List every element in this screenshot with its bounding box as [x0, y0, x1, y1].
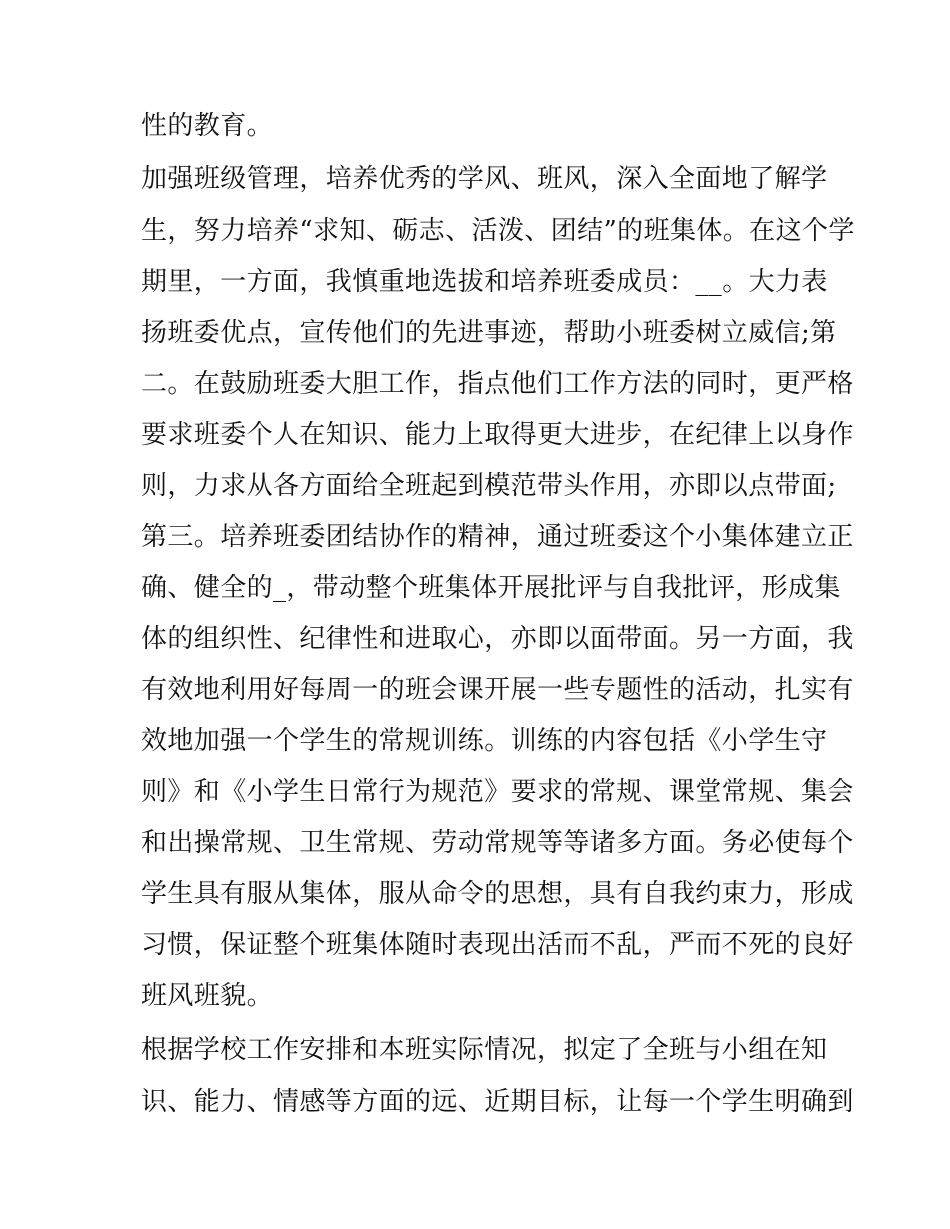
text-line: 体的组织性、纪律性和进取心，亦即以面带面。另一方面，我 [141, 624, 854, 654]
text-line: 习惯，保证整个班集体随时表现出活而不乱，严而不死的良好 [141, 930, 854, 960]
text-line: 生，努力培养“求知、砺志、活泼、团结”的班集体。在这个学 [141, 216, 855, 246]
text-line: 第三。培养班委团结协作的精神，通过班委这个小集体建立正 [141, 522, 854, 552]
text-line: 效地加强一个学生的常规训练。训练的内容包括《小学生守 [141, 726, 828, 756]
text-line: 根据学校工作安排和本班实际情况，拟定了全班与小组在知 [141, 1035, 828, 1065]
text-line: 则》和《小学生日常行为规范》要求的常规、课堂常规、集会 [141, 777, 854, 807]
text-line: 性的教育。 [141, 111, 274, 141]
text-line: 班风班貌。 [141, 981, 274, 1011]
text-line: 加强班级管理，培养优秀的学风、班风，深入全面地了解学 [141, 164, 828, 194]
text-line: 则，力求从各方面给全班起到模范带头作用，亦即以点带面; [141, 471, 837, 501]
text-line: 有效地利用好每周一的班会课开展一些专题性的活动，扎实有 [141, 675, 854, 705]
text-line: 识、能力、情感等方面的远、近期目标，让每一个学生明确到 [141, 1087, 854, 1117]
text-line: 学生具有服从集体，服从命令的思想，具有自我约束力，形成 [141, 879, 854, 909]
text-line: 要求班委个人在知识、能力上取得更大进步，在纪律上以身作 [141, 420, 854, 450]
text-line: 确、健全的_，带动整个班集体开展批评与自我批评，形成集 [141, 573, 841, 603]
text-line: 和出操常规、卫生常规、劳动常规等等诸多方面。务必使每个 [141, 828, 854, 858]
text-line: 期里，一方面，我慎重地选拔和培养班委成员：__。大力表 [141, 267, 828, 297]
text-line: 二。在鼓励班委大胆工作，指点他们工作方法的同时，更严格 [141, 369, 854, 399]
text-line: 扬班委优点，宣传他们的先进事迹，帮助小班委树立威信;第 [141, 318, 837, 348]
